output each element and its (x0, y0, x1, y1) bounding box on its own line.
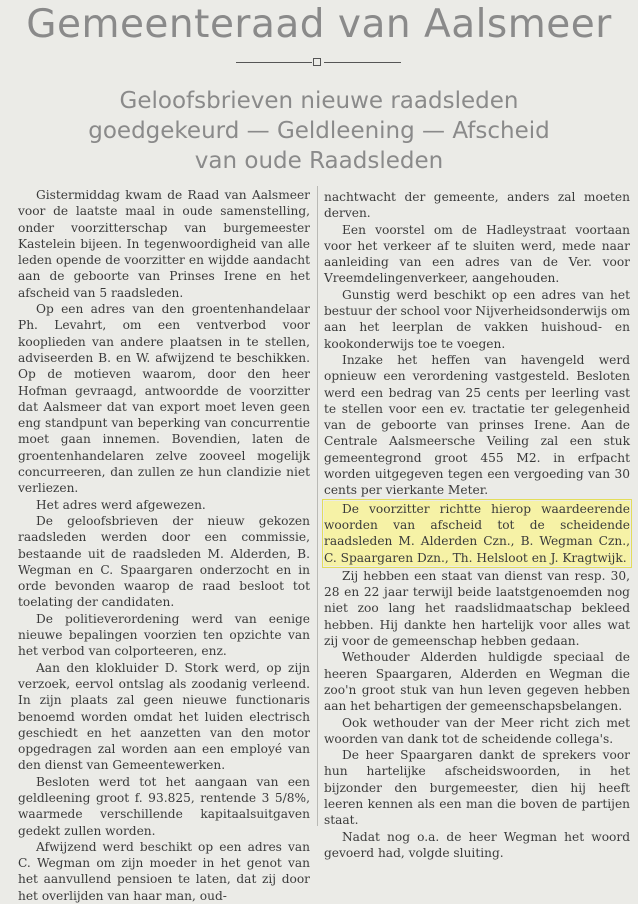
column-left (18, 187, 310, 904)
paragraph: Gunstig werd beschikt op een adres van het bestuur der school voor Nijverheidsonderwijs om aan het leerplan de vakken huishoud- en kookonderwijs toe te voegen. (324, 287, 630, 351)
paragraph: Een voorstel om de Hadleystraat voortaan voor het verkeer af te sluiten werd, mede naar aanleiding van een adres van de Ver. voor Vreemdelingenverkeer, aangehouden. (324, 222, 630, 286)
headline-line-3: van oude Raadsleden (194, 148, 444, 174)
paragraph: Nadat nog o.a. de heer Wegman het woord gevoerd had, volgde sluiting. (324, 829, 630, 860)
paragraph: Afwijzend werd beschikt op een adres van C. Wegman om zijn moeder in het genot van het aanvullend pensioen te laten, dat zij door het overlijden van haar man, oud- (18, 839, 310, 903)
paragraph: Het adres werd afgewezen. (36, 497, 206, 512)
highlighted-paragraph: De voorzitter richtte hierop waardeerende woorden van afscheid tot de scheidende raadsleden M. Alderden Czn., B. Wegman Czn., C. Spaargaren Dzn., Th. Helsloot en J. Kragtwijk. (324, 501, 630, 565)
paragraph: De geloofsbrieven der nieuw gekozen raadsleden werden door een commissie, bestaande uit de raadsleden M. Alderden, B. Wegman en C. Spaargaren onderzocht en in orde bevonden waarop de raad besloot tot toelating der candidaten. (18, 513, 310, 610)
paragraph: Aan den klokluider D. Stork werd, op zijn verzoek, eervol ontslag als zoodanig verleend. In zijn plaats zal geen nieuwe functionaris benoemd worden omdat het luiden electrisch geschiedt en het aanzetten van den motor opgedragen zal worden aan een employé van den dienst van Gemeentewerken. (18, 660, 310, 773)
paragraph: nachtwacht der gemeente, anders zal moeten derven. (324, 190, 630, 221)
ornament-diamond (313, 58, 321, 66)
ornament-line-left (236, 62, 312, 63)
column-rule (317, 186, 318, 826)
ornament-divider (236, 56, 401, 68)
paragraph: Zij hebben een staat van dienst van resp. 30, 28 en 22 jaar terwijl beide laatstgenoemden nog niet zoo lang het raadslidmaatschap bekleed hebben. Hij dankte hen hartelijk voor alles wat zij voor de gemeenschap hebben gedaan. (324, 568, 630, 649)
paragraph: Gistermiddag kwam de Raad van Aalsmeer voor de laatste maal in oude samenstelling, onder voorzitterschap van burgemeester Kastelein bijeen. In tegenwoordigheid van alle leden opende de voorzitter en wijdde aandacht aan de geboorte van Prinses Irene en het afscheid van 5 raadsleden. (18, 188, 310, 300)
paragraph: Besloten werd tot het aangaan van een geldleening groot f. 93.825, rentende 3 5/8%, waarmede verschillende kapitaalsuitgaven gedekt zullen worden. (18, 774, 310, 838)
paragraph: De heer Spaargaren dankt de sprekers voor hun hartelijke afscheidswoorden, in het bijzonder den burgemeester, dien hij heeft leeren kennen als een man die boven de partijen staat. (324, 748, 630, 828)
paragraph: Inzake het heffen van havengeld werd opnieuw een verordening vastgesteld. Besloten werd een bedrag van 25 cents per leerling vast te stellen voor een ev. tractatie ter gelegenheid van de geboorte van prinses Irene. Aan de Centrale Aalsmeersche Veiling zal een stuk gemeentegrond groot 455 M2. in erfpacht worden uitgegeven tegen een vergoeding van 30 cents per vierkante Meter. (324, 352, 630, 498)
article-headline (0, 86, 638, 176)
paragraph: Ook wethouder van der Meer richt zich met woorden van dank tot de scheidende collega's. (324, 715, 630, 746)
paragraph: Wethouder Alderden huldigde speciaal de heeren Spaargaren, Alderden en Wegman die zoo'n groot stuk van hun leven gegeven hebben aan het behartigen der gemeenschapsbelangen. (324, 650, 630, 714)
headline-line-1: Geloofsbrieven nieuwe raadsleden (119, 88, 519, 114)
masthead: Gemeenteraad van Aalsmeer (26, 2, 612, 47)
column-right (324, 189, 630, 861)
headline-line-2: goedgekeurd — Geldleening — Afscheid (88, 118, 550, 144)
paragraph: Op een adres van den groentenhandelaar Ph. Levahrt, om een ventverbod voor kooplieden van andere plaatsen in te stellen, adviseerden B. en W. afwijzend te beschikken. Op de motieven waarom, door den heer Hofman gevraagd, antwoordde de voorzitter dat Aalsmeer dat van export moet leven geen eng standpunt van beperking van concurrentie moet gaan innemen. Bovendien, laten de groentenhandelaren zelve zooveel mogelijk concurreeren, dan zullen ze hun clandizie niet verliezen. (18, 302, 310, 496)
paragraph: De politieverordening werd van eenige nieuwe bepalingen voorzien ten opzichte van het verbod van colporteeren, enz. (18, 611, 310, 659)
ornament-line-right (324, 62, 401, 63)
